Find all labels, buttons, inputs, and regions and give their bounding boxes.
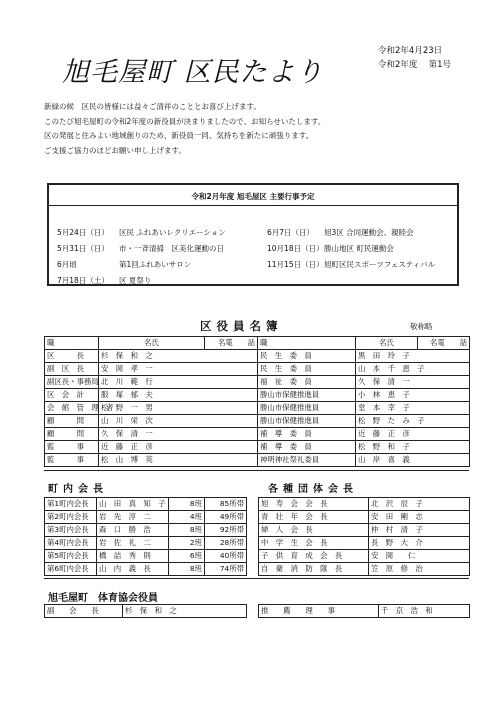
- event-item: [267, 259, 435, 270]
- event-item: [267, 243, 394, 254]
- officer-name: 松 野 一 男: [99, 402, 258, 415]
- event-date: 7月18日（土）: [57, 276, 109, 285]
- officer-name: 山 本 千 恵 子: [356, 363, 470, 376]
- chonai-han: 8班: [169, 524, 205, 537]
- event-date: 5月24日（日）: [57, 228, 109, 237]
- officer-name: 安 岡 孝 一: [99, 363, 258, 376]
- officer-role: 補 導 委 員: [258, 428, 356, 441]
- intro-text: [44, 100, 325, 158]
- header-name: 名氏: [99, 337, 205, 350]
- officers-title: 区役員名簿: [200, 319, 283, 333]
- officer-role: 神明神社祭礼委員: [258, 454, 356, 467]
- chonai-households: 92所帯: [205, 524, 247, 537]
- event-date: 5月31日（日）: [57, 244, 109, 253]
- chonai-name: 岩 佐 礼 二: [97, 537, 169, 550]
- sports-role: 推 薦 理 事: [259, 605, 379, 618]
- groups-table: [258, 497, 470, 576]
- officer-name: 久 保 清 一: [99, 428, 258, 441]
- officers-note: 敬称略: [410, 322, 433, 331]
- chonai-title: 町内会長: [48, 484, 108, 495]
- sports-left-table: [44, 604, 247, 618]
- header-role: 職: [258, 337, 356, 350]
- officer-name: 杉 保 和 之: [99, 350, 258, 363]
- officer-role: 顧 問: [45, 428, 99, 441]
- groups-title: 各種団体会長: [268, 484, 358, 495]
- chonai-households: 40所帯: [205, 550, 247, 563]
- table-row: [45, 376, 470, 389]
- table-row: [259, 550, 470, 563]
- officer-name: 松 野 和 子: [356, 441, 470, 454]
- chonai-households: 49所帯: [205, 511, 247, 524]
- officers-table: [44, 336, 470, 467]
- event-name: 第1回ふれあいサロン: [119, 260, 192, 269]
- chonai-role: 第3町内会長: [45, 524, 97, 537]
- chonai-households: 74所帯: [205, 563, 247, 576]
- group-role: 旭 寿 会 会 長: [259, 498, 369, 511]
- group-name: 長 野 大 介: [369, 537, 470, 550]
- sports-role: 副 会 長: [45, 605, 123, 618]
- events-title: 令和2月年度 旭毛屋区 主要行事予定: [191, 192, 315, 201]
- chonai-name: 山 内 義 長: [97, 563, 169, 576]
- event-item: [57, 259, 191, 270]
- section-divider: [44, 470, 469, 471]
- sports-name: 千 京 浩 和: [379, 605, 470, 618]
- officer-role: 勝山市保健推進員: [258, 389, 356, 402]
- group-name: 北 沢 辰 子: [369, 498, 470, 511]
- officer-role: 勝山市保健推進員: [258, 415, 356, 428]
- table-row: [259, 605, 470, 618]
- chonai-han: 4班: [169, 511, 205, 524]
- chonai-role: 第4町内会長: [45, 537, 97, 550]
- table-row: [45, 441, 470, 454]
- chonai-households: 28所帯: [205, 537, 247, 550]
- officer-name: 近 藤 正 彦: [99, 441, 258, 454]
- chonai-han: 2班: [169, 537, 205, 550]
- event-date: 6月7日（日）: [267, 228, 315, 237]
- officer-role: 勝山市保健推進員: [258, 402, 356, 415]
- event-item: [57, 243, 224, 254]
- officer-name: 堂 本 幸 子: [356, 402, 470, 415]
- group-role: 婦 人 会 長: [259, 524, 369, 537]
- chonai-households: 85所帯: [205, 498, 247, 511]
- table-row: [45, 605, 247, 618]
- chonai-role: 第2町内会長: [45, 511, 97, 524]
- event-name: 旭3区 合同運動会、親睦会: [324, 228, 414, 237]
- chonai-han: 8班: [169, 563, 205, 576]
- officer-name: 松 野 た み 子: [356, 415, 470, 428]
- event-name: 勝山地区 町民運動会: [324, 244, 394, 253]
- group-name: 仲 村 清 子: [369, 524, 470, 537]
- header-role: 職: [45, 337, 99, 350]
- events-box: [47, 183, 459, 286]
- officer-role: 副区長・事務局: [45, 376, 99, 389]
- table-row: [45, 428, 470, 441]
- chonai-han: 8班: [169, 498, 205, 511]
- table-row: [259, 498, 470, 511]
- table-row: [45, 511, 247, 524]
- sports-right-table: [258, 604, 470, 618]
- intro-line: 区の発展と住みよい地域創りのため、新役員一同、気持ちを新たに頑張ります。: [44, 131, 314, 140]
- officer-name: 山 川 栄 次: [99, 415, 258, 428]
- chonai-name: 山 田 真 知 子: [97, 498, 169, 511]
- group-role: 子 供 育 成 会 長: [259, 550, 369, 563]
- officer-role: 区 会 計: [45, 389, 99, 402]
- officer-role: 顧 問: [45, 415, 99, 428]
- table-row: [45, 537, 247, 550]
- table-row: [45, 454, 470, 467]
- issue-info: [378, 44, 451, 72]
- officers-header-row: [45, 337, 470, 350]
- table-row: [45, 363, 470, 376]
- officer-role: 民 生 委 員: [258, 350, 356, 363]
- table-row: [259, 524, 470, 537]
- officer-role: 監 事: [45, 441, 99, 454]
- group-name: 安 田 剛 志: [369, 511, 470, 524]
- event-date: 11月15日（日）: [267, 260, 324, 269]
- group-role: 中 学 生 会 長: [259, 537, 369, 550]
- table-row: [45, 389, 470, 402]
- table-row: [45, 350, 470, 363]
- intro-line: ご支援ご協力のほどお願い申し上げます。: [44, 145, 186, 155]
- table-row: [45, 415, 470, 428]
- officer-name: 黒 田 玲 子: [356, 350, 470, 363]
- chonai-table: [44, 497, 247, 576]
- officer-name: 服 塚 郁 夫: [99, 389, 258, 402]
- events-divider: [49, 205, 457, 206]
- officer-role: 福 祉 委 員: [258, 376, 356, 389]
- event-name: 市・一斉清掃 区美化運動の日: [119, 244, 224, 253]
- officer-role: 区 長: [45, 350, 99, 363]
- event-item: [267, 227, 414, 238]
- officer-name: 松 山 博 英: [99, 454, 258, 467]
- chonai-han: 6班: [169, 550, 205, 563]
- table-row: [45, 524, 247, 537]
- table-row: [259, 537, 470, 550]
- officer-name: 久 保 清 一: [356, 376, 470, 389]
- sports-title: 旭毛屋町 体育協会役員: [48, 593, 158, 604]
- event-date: 10月18日（日）: [267, 244, 324, 253]
- event-name: 区 夏祭り: [119, 276, 152, 285]
- officer-role: 民 生 委 員: [258, 363, 356, 376]
- officer-name: 山 岸 喜 義: [356, 454, 470, 467]
- event-item: [57, 227, 226, 238]
- header-name: 名氏: [356, 337, 418, 350]
- chonai-name: 岩 先 淳 二: [97, 511, 169, 524]
- sports-name: 杉 保 和 之: [123, 605, 247, 618]
- event-item: [57, 275, 151, 286]
- table-row: [45, 498, 247, 511]
- group-name: 安 岡 仁: [369, 550, 470, 563]
- officer-name: 近 藤 正 彦: [356, 428, 470, 441]
- table-row: [45, 563, 247, 576]
- officer-role: 監 事: [45, 454, 99, 467]
- intro-line: 新緑の候 区民の皆様には益々ご清祥のこととお喜び上げます。: [44, 102, 261, 111]
- officer-name: 北 川 範 行: [99, 376, 258, 389]
- chonai-name: 森 口 勝 浩: [97, 524, 169, 537]
- officer-role: 副 区 長: [45, 363, 99, 376]
- header-phone: 名電 話: [205, 337, 258, 350]
- table-row: [45, 402, 470, 415]
- officer-name: 小 林 恵 子: [356, 389, 470, 402]
- issue-number: 令和2年度 第1号: [378, 60, 452, 70]
- table-row: [259, 563, 470, 576]
- section-divider: [44, 578, 469, 579]
- chonai-role: 第6町内会長: [45, 563, 97, 576]
- event-date: 6月頃: [57, 260, 77, 269]
- chonai-role: 第5町内会長: [45, 550, 97, 563]
- page-title: 旭毛屋町 区民たより: [62, 57, 324, 88]
- officer-role: 会 館 管 理 者: [45, 402, 99, 415]
- officer-role: 補 導 委 員: [258, 441, 356, 454]
- group-role: 自 衛 消 防 隊 長: [259, 563, 369, 576]
- header-phone: 名電 話: [418, 337, 470, 350]
- group-name: 笠 原 修 治: [369, 563, 470, 576]
- table-row: [45, 550, 247, 563]
- issue-date: 令和2年4月23日: [378, 46, 443, 56]
- group-role: 青 壮 年 会 長: [259, 511, 369, 524]
- table-row: [259, 511, 470, 524]
- event-name: 旭町区民スポーツフェスティバル: [324, 260, 436, 269]
- event-name: 区民 ふれあいレクリエーション: [119, 228, 226, 237]
- chonai-role: 第1町内会長: [45, 498, 97, 511]
- intro-line: このたび旭毛屋町の令和2年度の新役員が決まりましたので、お知らせいたします。: [44, 116, 326, 126]
- chonai-name: 橋 詰 秀 則: [97, 550, 169, 563]
